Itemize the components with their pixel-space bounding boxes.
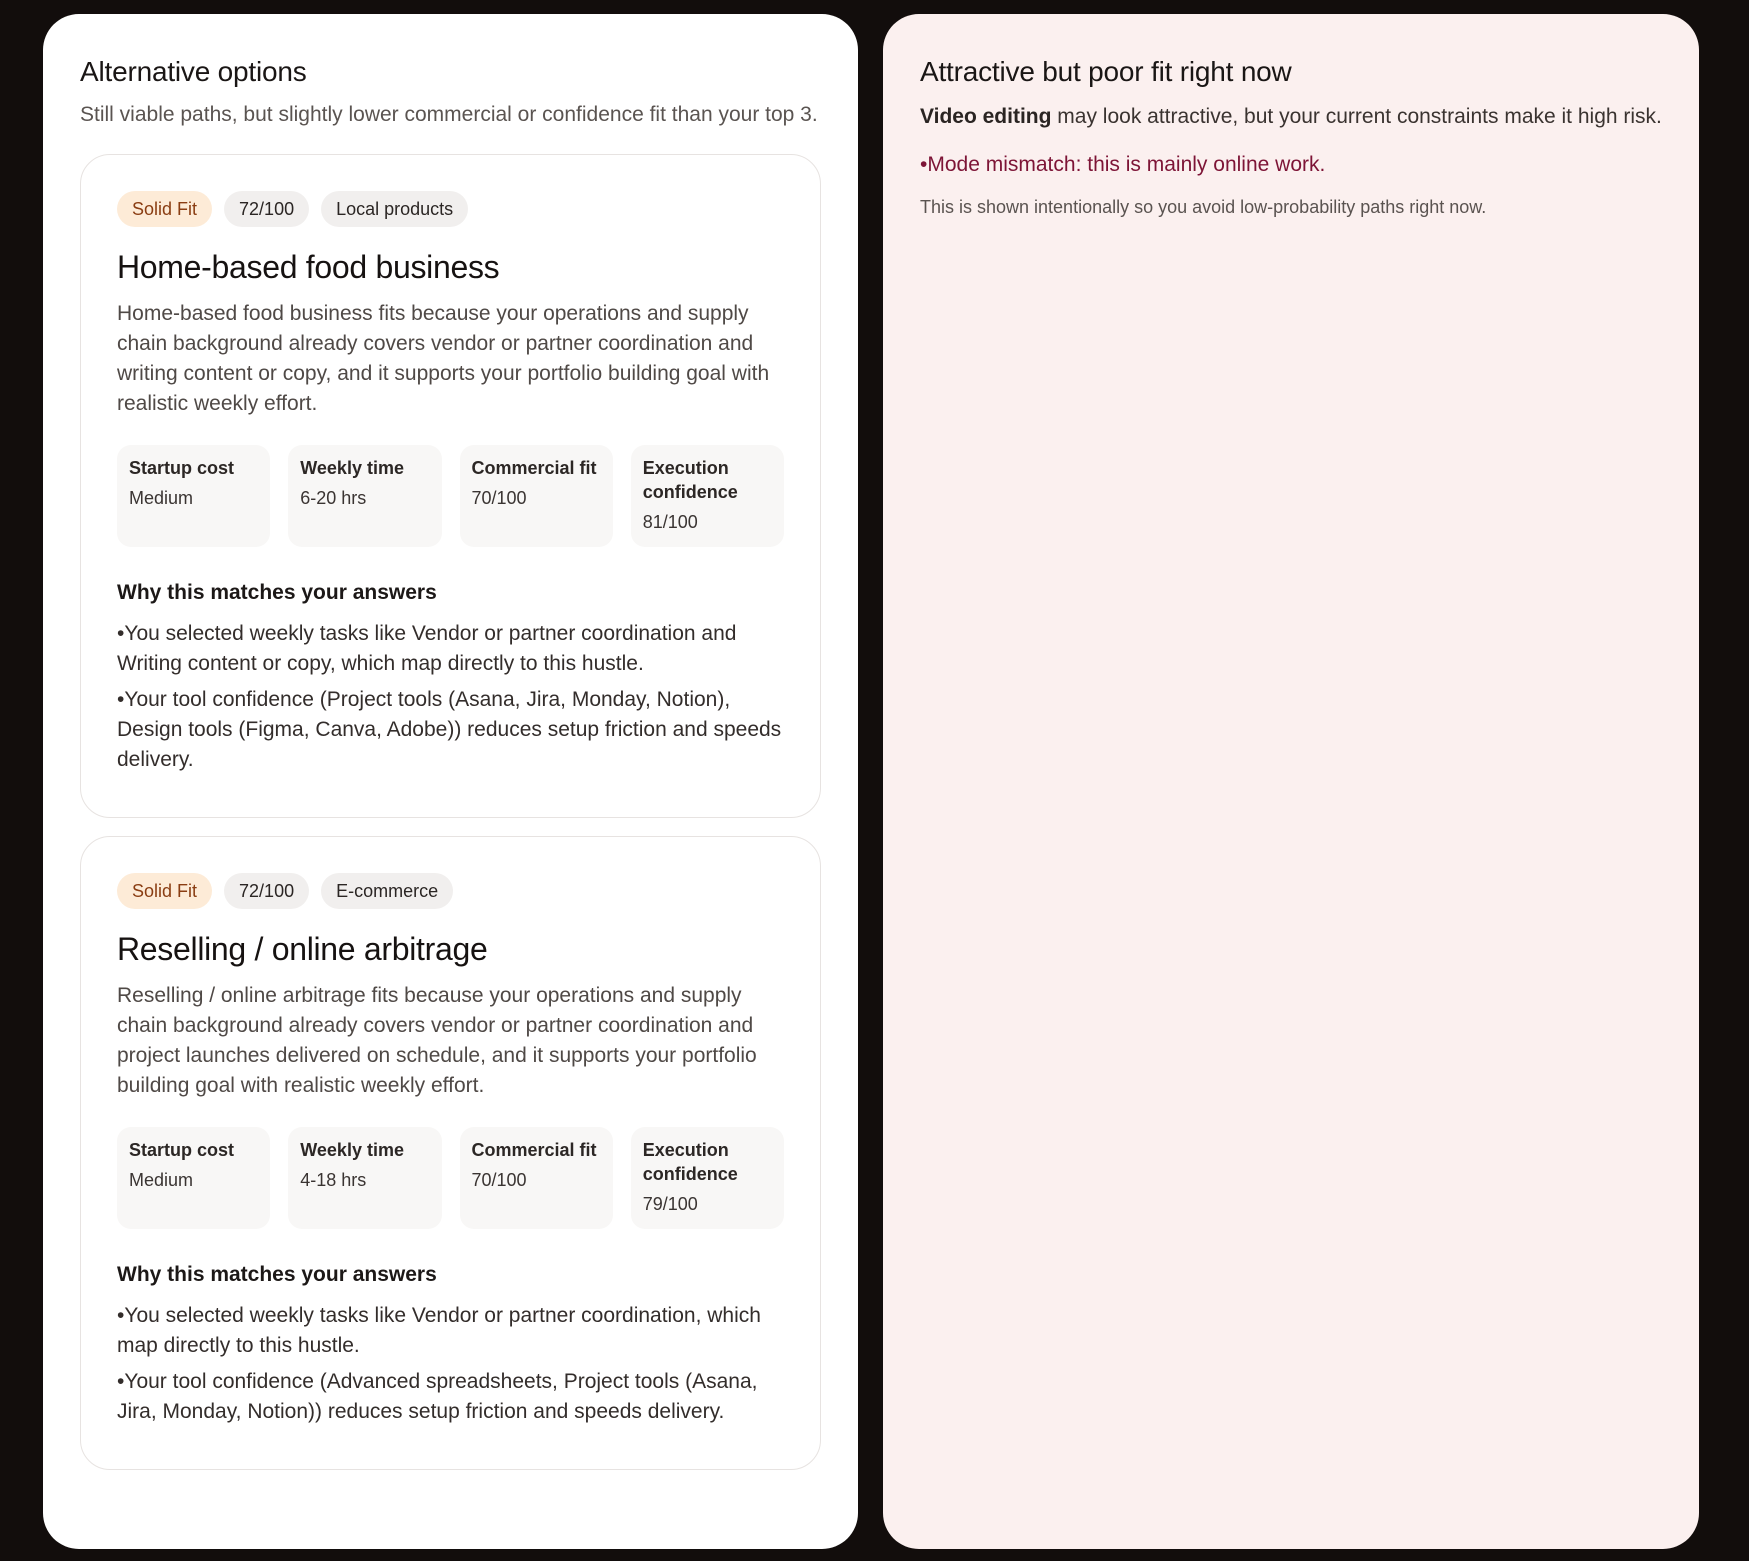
card-description: Home-based food business fits because your operations and supply chain background already covers vendor or partner coordination and writing content or copy, and it supports your portfolio building goal with realistic weekly effort. <box>117 302 770 415</box>
metric-startup-cost <box>117 445 270 547</box>
metric-label: Weekly time <box>300 458 404 478</box>
poor-fit-title: Attractive but poor fit right now <box>920 56 1292 87</box>
card-badges <box>117 191 784 227</box>
metric-startup-cost <box>117 1127 270 1229</box>
metric-execution-confidence <box>631 445 784 547</box>
metric-label: Weekly time <box>300 1140 404 1160</box>
poor-fit-highlight: Video editing <box>920 105 1052 128</box>
warning-item: • Mode mismatch: this is mainly online work. <box>920 150 1662 180</box>
score-badge: 72/100 <box>224 191 309 227</box>
metric-value: 79/100 <box>642 1194 698 1214</box>
poor-fit-panel <box>883 14 1699 1549</box>
hustle-card-reselling <box>80 836 821 1470</box>
metric-commercial-fit <box>460 445 613 547</box>
card-metrics <box>117 1127 784 1229</box>
metric-value: Medium <box>129 488 194 508</box>
metric-label: Execution confidence <box>642 458 738 502</box>
metric-label: Commercial fit <box>471 1140 597 1160</box>
fit-badge: Solid Fit <box>117 191 212 227</box>
metric-label: Startup cost <box>129 1140 235 1160</box>
alternative-options-subtitle: Still viable paths, but slightly lower commercial or confidence fit than your top 3. <box>80 103 818 126</box>
why-title: Why this matches your answers <box>117 581 437 604</box>
metric-value: Medium <box>129 1170 194 1190</box>
why-title: Why this matches your answers <box>117 1263 437 1286</box>
poor-fit-warnings <box>920 150 1662 180</box>
poor-fit-note: This is shown intentionally so you avoid low-probability paths right now. <box>920 197 1487 217</box>
metric-weekly-time <box>288 445 441 547</box>
card-badges <box>117 873 784 909</box>
metric-weekly-time <box>288 1127 441 1229</box>
metric-label: Startup cost <box>129 458 235 478</box>
hustle-card-home-food <box>80 154 821 818</box>
metric-execution-confidence <box>631 1127 784 1229</box>
card-title: Reselling / online arbitrage <box>117 931 488 967</box>
why-item: • You selected weekly tasks like Vendor or partner coordination and Writing content or copy, which map directly to this hustle. <box>117 619 784 679</box>
metric-label: Commercial fit <box>471 458 597 478</box>
poor-fit-text: may look attractive, but your current constraints make it high risk. <box>1051 105 1662 128</box>
metric-value: 6-20 hrs <box>300 488 367 508</box>
card-title: Home-based food business <box>117 249 500 285</box>
poor-fit-summary <box>920 102 1662 132</box>
alternative-options-panel <box>43 14 858 1549</box>
why-list <box>117 1301 784 1427</box>
metric-value: 4-18 hrs <box>300 1170 367 1190</box>
metric-label: Execution confidence <box>642 1140 738 1184</box>
metric-value: 81/100 <box>642 512 698 532</box>
category-badge: E-commerce <box>321 873 453 909</box>
alternative-options-title: Alternative options <box>80 56 307 87</box>
metric-value: 70/100 <box>471 488 527 508</box>
why-item: • Your tool confidence (Project tools (Asana, Jira, Monday, Notion), Design tools (Figma, Canva, Adobe)) reduces setup friction and speeds delivery. <box>117 685 784 775</box>
card-metrics <box>117 445 784 547</box>
category-badge: Local products <box>321 191 468 227</box>
card-description: Reselling / online arbitrage fits because your operations and supply chain background already covers vendor or partner coordination and project launches delivered on schedule, and it supports your portfolio building goal with realistic weekly effort. <box>117 984 757 1097</box>
why-item: • Your tool confidence (Advanced spreadsheets, Project tools (Asana, Jira, Monday, Notion)) reduces setup friction and speeds delivery. <box>117 1367 784 1427</box>
metric-commercial-fit <box>460 1127 613 1229</box>
score-badge: 72/100 <box>224 873 309 909</box>
why-list <box>117 619 784 775</box>
metric-value: 70/100 <box>471 1170 527 1190</box>
fit-badge: Solid Fit <box>117 873 212 909</box>
why-item: • You selected weekly tasks like Vendor or partner coordination, which map directly to this hustle. <box>117 1301 784 1361</box>
